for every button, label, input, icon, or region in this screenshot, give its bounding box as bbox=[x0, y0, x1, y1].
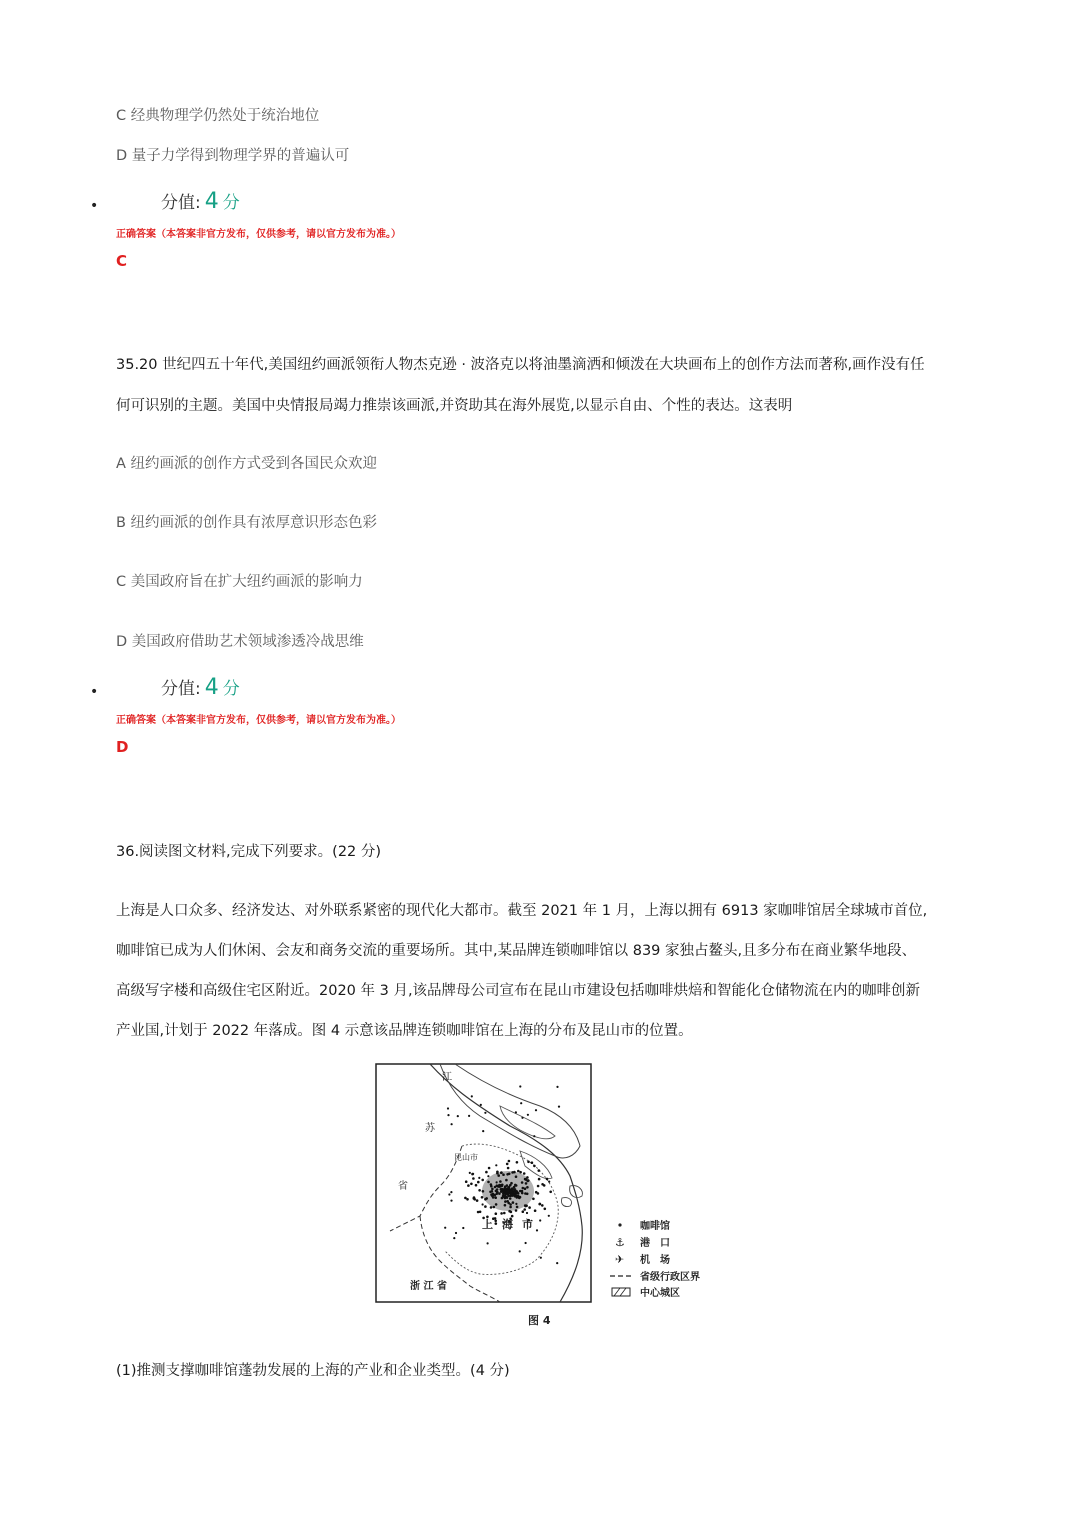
score-value: 4 bbox=[204, 675, 219, 700]
coffee-shop-dot bbox=[519, 1171, 522, 1174]
coffee-shop-dot bbox=[500, 1172, 503, 1175]
label-jiang: 江 bbox=[442, 1072, 452, 1083]
coffee-shop-dot bbox=[496, 1184, 499, 1187]
legend-coffee-icon bbox=[618, 1223, 621, 1226]
coffee-shop-dot bbox=[516, 1206, 519, 1209]
q34-answer: C bbox=[116, 252, 128, 270]
coffee-shop-dot bbox=[491, 1188, 494, 1191]
coffee-shop-dot bbox=[496, 1181, 498, 1183]
coffee-shop-dot bbox=[533, 1135, 535, 1137]
coffee-shop-dot bbox=[485, 1171, 488, 1174]
legend-port: 港 口 bbox=[640, 1238, 670, 1249]
coffee-shop-dot bbox=[448, 1193, 450, 1195]
coffee-shop-dot bbox=[536, 1229, 538, 1231]
coffee-shop-dot bbox=[527, 1114, 529, 1116]
coffee-shop-dot bbox=[494, 1196, 497, 1199]
coffee-shop-dot bbox=[535, 1109, 537, 1111]
coffee-shop-dot bbox=[504, 1200, 507, 1203]
q35-score bbox=[161, 674, 240, 700]
q35-stem-line1: 35.20 世纪四五十年代,美国纽约画派领衔人物杰克逊 · 波洛克以将油墨滴洒和倾泼在大块画布上的创作方法而著称,画作没有任 bbox=[116, 357, 925, 373]
coffee-shop-dot bbox=[468, 1115, 470, 1117]
coffee-shop-dot bbox=[549, 1191, 552, 1194]
coffee-shop-dot bbox=[479, 1211, 482, 1214]
coffee-shop-dot bbox=[478, 1189, 481, 1192]
coffee-shop-dot bbox=[526, 1186, 529, 1189]
coffee-shop-dot bbox=[450, 1191, 452, 1193]
q35-option-b: B 纽约画派的创作具有浓厚意识形态色彩 bbox=[116, 515, 378, 531]
coffee-shop-dot bbox=[525, 1242, 527, 1244]
coffee-shop-dot bbox=[455, 1232, 457, 1234]
coffee-shop-dot bbox=[526, 1212, 528, 1214]
label-shi: 市 bbox=[522, 1218, 533, 1231]
label-hai: 海 bbox=[502, 1218, 513, 1231]
map-svg bbox=[370, 1056, 715, 1331]
label-sheng: 省 bbox=[398, 1181, 408, 1192]
coffee-shop-dot bbox=[488, 1167, 491, 1170]
coffee-shop-dot bbox=[523, 1208, 526, 1211]
coffee-shop-dot bbox=[524, 1187, 527, 1190]
coffee-shop-dot bbox=[510, 1190, 513, 1193]
q35-stem-line2: 何可识别的主题。美国中央情报局竭力推崇该画派,并资助其在海外展览,以显示自由、个性的表达。这表明 bbox=[116, 398, 793, 414]
coffee-shop-dot bbox=[462, 1227, 464, 1229]
coffee-shop-dot bbox=[537, 1185, 540, 1188]
coffee-shop-dot bbox=[504, 1195, 507, 1198]
coffee-shop-dot bbox=[528, 1206, 531, 1209]
coffee-shop-dot bbox=[491, 1190, 494, 1193]
q36-para-line3: 高级写字楼和高级住宅区附近。2020 年 3 月,该品牌母公司宣布在昆山市建设包括咖啡烘焙和智能化仓储物流在内的咖啡创新 bbox=[116, 983, 921, 999]
bullet-icon: • bbox=[90, 198, 99, 214]
q35-option-d: D 美国政府借助艺术领域渗透冷战思维 bbox=[116, 634, 364, 650]
coffee-shop-dot bbox=[487, 1242, 489, 1244]
coffee-shop-dot bbox=[520, 1102, 522, 1104]
legend-central: 中心城区 bbox=[640, 1288, 680, 1299]
coffee-shop-dot bbox=[503, 1212, 506, 1215]
coffee-shop-dot bbox=[515, 1209, 518, 1212]
coffee-shop-dot bbox=[501, 1197, 504, 1200]
coffee-shop-dot bbox=[444, 1227, 446, 1229]
q35-answer: D bbox=[116, 738, 129, 756]
coffee-shop-dot bbox=[506, 1173, 509, 1176]
coffee-shop-dot bbox=[450, 1200, 452, 1202]
coffee-shop-dot bbox=[472, 1177, 475, 1180]
coffee-shop-dot bbox=[494, 1220, 497, 1223]
coffee-shop-dot bbox=[524, 1204, 527, 1207]
coffee-shop-dot bbox=[556, 1262, 558, 1264]
coffee-shop-dot bbox=[519, 1250, 521, 1252]
coffee-shop-dot bbox=[496, 1172, 499, 1175]
coffee-shop-dot bbox=[495, 1203, 498, 1206]
hatch-line bbox=[614, 1288, 620, 1296]
q36-para-line4: 产业国,计划于 2022 年落成。图 4 示意该品牌连锁咖啡馆在上海的分布及昆山市的位置。 bbox=[116, 1023, 693, 1039]
q35-option-a: A 纽约画派的创作方式受到各国民众欢迎 bbox=[116, 456, 378, 472]
coffee-shop-dot bbox=[511, 1171, 514, 1174]
coffee-shop-dot bbox=[513, 1188, 516, 1191]
coffee-shop-dot bbox=[537, 1192, 540, 1195]
coffee-shop-dot bbox=[495, 1222, 498, 1225]
figure-caption: 图 4 bbox=[528, 1314, 551, 1327]
coffee-shop-dot bbox=[519, 1085, 521, 1087]
coffee-shop-dot bbox=[467, 1184, 470, 1187]
coffee-shop-dot bbox=[509, 1203, 512, 1206]
q34-option-d: D 量子力学得到物理学界的普遍认可 bbox=[116, 148, 350, 164]
bullet-icon: • bbox=[90, 684, 99, 700]
coffee-shop-dot bbox=[487, 1175, 489, 1177]
coffee-shop-dot bbox=[482, 1190, 485, 1193]
coffee-shop-dot bbox=[457, 1115, 459, 1117]
coffee-shop-dot bbox=[475, 1184, 478, 1187]
coffee-shop-dot bbox=[491, 1194, 494, 1197]
coffee-shop-dot bbox=[521, 1117, 523, 1119]
coffee-shop-dot bbox=[502, 1173, 505, 1176]
coffee-shop-dot bbox=[508, 1160, 511, 1163]
q34-score bbox=[161, 188, 240, 214]
coffee-shop-dot bbox=[509, 1206, 512, 1209]
coffee-shop-dot bbox=[482, 1203, 484, 1205]
coffee-shop-dot bbox=[527, 1161, 530, 1164]
score-unit: 分 bbox=[222, 679, 240, 699]
q34-option-c: C 经典物理学仍然处于统治地位 bbox=[116, 108, 320, 124]
legend-airport: 机 场 bbox=[640, 1255, 670, 1266]
coffee-shop-dot bbox=[481, 1196, 484, 1199]
label-su: 苏 bbox=[425, 1123, 435, 1134]
coffee-shop-dot bbox=[540, 1257, 542, 1259]
coffee-shop-dot bbox=[515, 1203, 517, 1205]
label-zhejiang: 浙 江 省 bbox=[410, 1281, 447, 1292]
coffee-shop-dot bbox=[453, 1237, 455, 1239]
coffee-shop-dot bbox=[532, 1198, 535, 1201]
coffee-shop-dot bbox=[507, 1190, 510, 1193]
coffee-shop-dot bbox=[521, 1192, 523, 1194]
coffee-shop-dot bbox=[522, 1210, 525, 1213]
q36-para-line2: 咖啡馆已成为人们休闲、会友和商务交流的重要场所。其中,某品牌连锁咖啡馆以 839 家独占鳌头,且多分布在商业繁华地段、 bbox=[116, 943, 917, 959]
coffee-shop-dot bbox=[497, 1174, 500, 1177]
coffee-shop-dot bbox=[524, 1178, 527, 1181]
coffee-shop-dot bbox=[524, 1192, 527, 1195]
figure-4-map bbox=[370, 1056, 715, 1331]
coffee-shop-dot bbox=[501, 1188, 504, 1191]
coffee-shop-dot bbox=[503, 1192, 506, 1195]
score-label: 分值: bbox=[161, 679, 201, 699]
coffee-shop-dot bbox=[465, 1180, 468, 1183]
coffee-shop-dot bbox=[514, 1184, 517, 1187]
coffee-shop-dot bbox=[533, 1165, 536, 1168]
coffee-shop-dot bbox=[480, 1104, 482, 1106]
coffee-shop-dot bbox=[482, 1130, 484, 1132]
coffee-shop-dot bbox=[544, 1208, 547, 1211]
coffee-shop-dot bbox=[556, 1086, 558, 1088]
coffee-shop-dot bbox=[447, 1114, 449, 1116]
coffee-shop-dot bbox=[516, 1161, 519, 1164]
coffee-shop-dot bbox=[478, 1177, 480, 1179]
coffee-shop-dot bbox=[507, 1167, 510, 1170]
legend-boundary: 省级行政区界 bbox=[640, 1272, 700, 1283]
coffee-shop-dot bbox=[541, 1204, 544, 1207]
coffee-shop-dot bbox=[508, 1210, 511, 1213]
coffee-shop-dot bbox=[531, 1161, 534, 1164]
anchor-icon: ⚓ bbox=[615, 1236, 625, 1249]
coffee-shop-dot bbox=[464, 1197, 467, 1200]
score-label: 分值: bbox=[161, 193, 201, 213]
q35-option-c: C 美国政府旨在扩大纽约画派的影响力 bbox=[116, 574, 363, 590]
coffee-shop-dot bbox=[484, 1205, 487, 1208]
coffee-shop-dot bbox=[515, 1175, 518, 1178]
coffee-shop-dot bbox=[519, 1196, 522, 1199]
q36-sub1: (1)推测支撑咖啡馆蓬勃发展的上海的产业和企业类型。(4 分) bbox=[116, 1363, 510, 1379]
coffee-shop-dot bbox=[506, 1200, 509, 1203]
coffee-shop-dot bbox=[470, 1183, 473, 1186]
coffee-shop-dot bbox=[447, 1107, 449, 1109]
coffee-shop-dot bbox=[509, 1197, 512, 1200]
coffee-shop-dot bbox=[515, 1111, 517, 1113]
q34-answer-note: 正确答案（本答案非官方发布，仅供参考，请以官方发布为准。） bbox=[116, 229, 401, 240]
coffee-shop-dot bbox=[548, 1181, 550, 1183]
coffee-shop-dot bbox=[526, 1176, 529, 1179]
coffee-shop-dot bbox=[490, 1206, 493, 1209]
score-value: 4 bbox=[204, 189, 219, 214]
q36-title: 36.阅读图文材料,完成下列要求。(22 分) bbox=[116, 844, 382, 860]
coffee-shop-dot bbox=[495, 1212, 498, 1215]
coffee-shop-dot bbox=[500, 1212, 503, 1215]
coffee-shop-dot bbox=[546, 1178, 549, 1181]
coffee-shop-dot bbox=[525, 1182, 528, 1185]
coffee-shop-dot bbox=[451, 1123, 453, 1125]
coffee-shop-dot bbox=[539, 1203, 542, 1206]
coffee-shop-dot bbox=[558, 1106, 560, 1108]
coffee-shop-dot bbox=[511, 1215, 514, 1218]
coffee-shop-dot bbox=[512, 1194, 515, 1197]
coffee-shop-dot bbox=[472, 1173, 474, 1175]
coffee-shop-dot bbox=[538, 1169, 541, 1172]
coffee-shop-dot bbox=[487, 1181, 490, 1184]
coffee-shop-dot bbox=[534, 1209, 537, 1212]
coffee-shop-dot bbox=[506, 1163, 509, 1166]
coffee-shop-dot bbox=[500, 1184, 503, 1187]
coffee-shop-dot bbox=[481, 1179, 484, 1182]
coffee-shop-dot bbox=[548, 1215, 550, 1217]
coffee-shop-dot bbox=[527, 1179, 530, 1182]
coffee-shop-dot bbox=[507, 1187, 510, 1190]
legend-coffee: 咖啡馆 bbox=[640, 1221, 670, 1232]
coffee-shop-dot bbox=[499, 1180, 502, 1183]
coffee-shop-dot bbox=[521, 1181, 524, 1184]
coffee-shop-dot bbox=[469, 1172, 471, 1174]
coffee-shop-dot bbox=[484, 1198, 487, 1201]
coffee-shop-dot bbox=[473, 1196, 476, 1199]
airplane-icon: ✈ bbox=[615, 1253, 625, 1266]
score-unit: 分 bbox=[222, 193, 240, 213]
q35-answer-note: 正确答案（本答案非官方发布，仅供参考，请以官方发布为准。） bbox=[116, 715, 401, 726]
coffee-shop-dot bbox=[504, 1185, 507, 1188]
q36-para-line1: 上海是人口众多、经济发达、对外联系紧密的现代化大都市。截至 2021 年 1 月，上海以拥有 6913 家咖啡馆居全球城市首位, bbox=[116, 903, 928, 919]
coffee-shop-dot bbox=[505, 1179, 508, 1182]
coffee-shop-dot bbox=[522, 1187, 525, 1190]
coffee-shop-dot bbox=[495, 1190, 498, 1193]
coffee-shop-dot bbox=[490, 1183, 493, 1186]
coffee-shop-dot bbox=[517, 1170, 520, 1173]
coffee-shop-dot bbox=[495, 1164, 497, 1166]
coffee-shop-dot bbox=[477, 1181, 480, 1184]
coffee-shop-dot bbox=[484, 1112, 486, 1114]
coffee-shop-dot bbox=[519, 1190, 522, 1193]
label-kunshan: 昆山市 bbox=[454, 1153, 478, 1162]
coffee-shop-dot bbox=[543, 1184, 546, 1187]
coffee-shop-dot bbox=[512, 1201, 515, 1204]
coffee-shop-dot bbox=[493, 1206, 496, 1209]
coffee-shop-dot bbox=[476, 1199, 479, 1202]
coffee-shop-dot bbox=[539, 1219, 541, 1221]
coffee-shop-dot bbox=[498, 1192, 501, 1195]
map-frame bbox=[376, 1064, 591, 1302]
coffee-shop-dot bbox=[471, 1095, 473, 1097]
coffee-shop-dot bbox=[509, 1184, 512, 1187]
coffee-shop-dot bbox=[504, 1204, 507, 1207]
hatch-line bbox=[620, 1288, 626, 1296]
coffee-shop-dot bbox=[523, 1172, 526, 1175]
label-shang: 上 bbox=[482, 1218, 493, 1231]
coffee-shop-dot bbox=[538, 1178, 541, 1181]
